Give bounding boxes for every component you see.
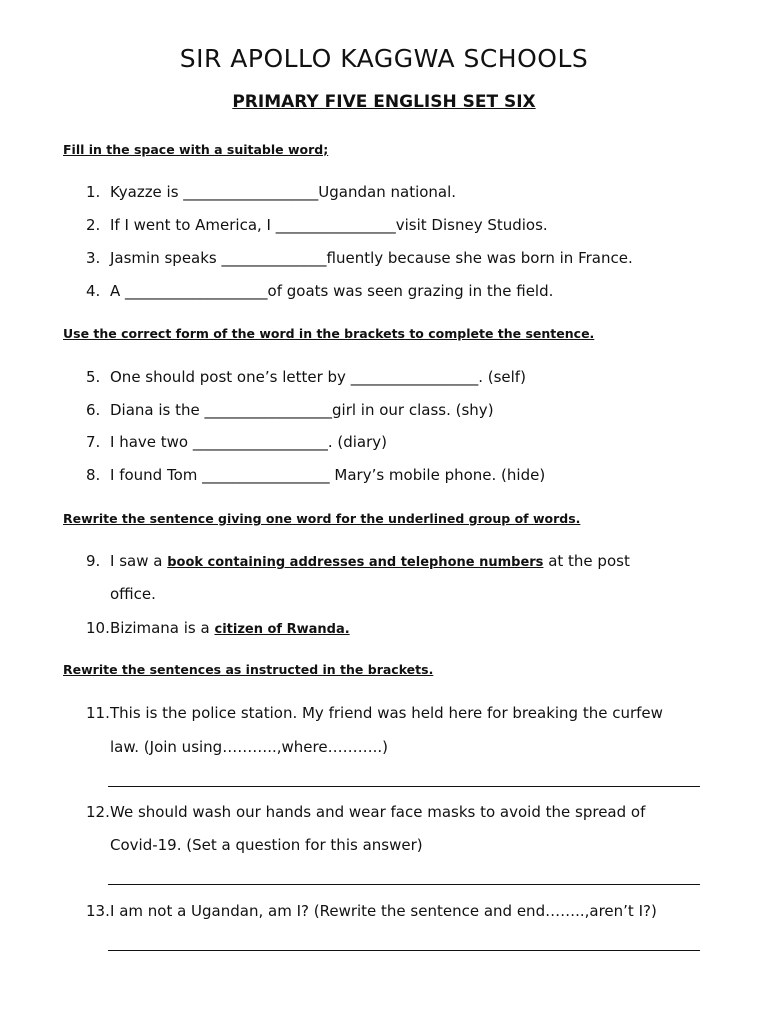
question-number: 3.	[86, 249, 101, 267]
question-9-suffix: at the post	[543, 552, 630, 570]
question-13-text: I am not a Ugandan, am I? (Rewrite the sentence and end……..,aren’t I?)	[110, 902, 657, 920]
question-number: 8.	[86, 466, 101, 484]
question-number: 12.	[86, 803, 110, 821]
question-10-underlined-phrase: citizen of Rwanda.	[214, 622, 350, 637]
question-2-text: If I went to America, I ________________visit Disney Studios.	[110, 216, 548, 234]
question-8-text: I found Tom _________________ Mary’s mobile phone. (hide)	[110, 466, 546, 484]
answer-line[interactable]	[108, 884, 700, 885]
question-number: 7.	[86, 433, 101, 451]
section-3-instruction: Rewrite the sentence giving one word for the underlined group of words.	[63, 511, 581, 526]
question-number: 10.	[86, 619, 110, 637]
question-4-text: A ___________________of goats was seen grazing in the field.	[110, 282, 554, 300]
question-10-prefix: Bizimana is a	[110, 619, 215, 637]
question-7-text: I have two __________________. (diary)	[110, 433, 388, 451]
question-6-text: Diana is the _________________girl in our class. (shy)	[110, 401, 494, 419]
question-9-prefix: I saw a	[110, 552, 168, 570]
question-9-underlined-phrase: book containing addresses and telephone numbers	[167, 555, 544, 570]
question-9-text	[110, 552, 630, 570]
section-2-instruction: Use the correct form of the word in the brackets to complete the sentence.	[63, 326, 595, 341]
question-3-text: Jasmin speaks ______________fluently because she was born in France.	[110, 249, 633, 267]
answer-line[interactable]	[108, 786, 700, 787]
question-number: 1.	[86, 183, 101, 201]
question-12-text: We should wash our hands and wear face masks to avoid the spread of	[110, 803, 646, 821]
section-1-instruction: Fill in the space with a suitable word;	[63, 142, 329, 157]
question-10-text	[110, 619, 350, 637]
question-number: 2.	[86, 216, 101, 234]
question-11-text: This is the police station. My friend was held here for breaking the curfew	[110, 704, 663, 722]
question-number: 4.	[86, 282, 101, 300]
question-number: 11.	[86, 704, 110, 722]
question-11-continuation: law. (Join using………..,where………..)	[110, 738, 388, 756]
question-1-text: Kyazze is __________________Ugandan national.	[110, 183, 457, 201]
question-12-continuation: Covid-19. (Set a question for this answer)	[110, 836, 423, 854]
school-name: SIR APOLLO KAGGWA SCHOOLS	[179, 44, 589, 73]
worksheet-title: PRIMARY FIVE ENGLISH SET SIX	[232, 92, 536, 112]
answer-line[interactable]	[108, 950, 700, 951]
question-number: 5.	[86, 368, 101, 386]
question-number: 13.	[86, 902, 110, 920]
question-number: 9.	[86, 552, 101, 570]
question-9-continuation: office.	[110, 585, 156, 603]
question-5-text: One should post one’s letter by _________________. (self)	[110, 368, 526, 386]
question-number: 6.	[86, 401, 101, 419]
section-4-instruction: Rewrite the sentences as instructed in the brackets.	[63, 662, 434, 677]
